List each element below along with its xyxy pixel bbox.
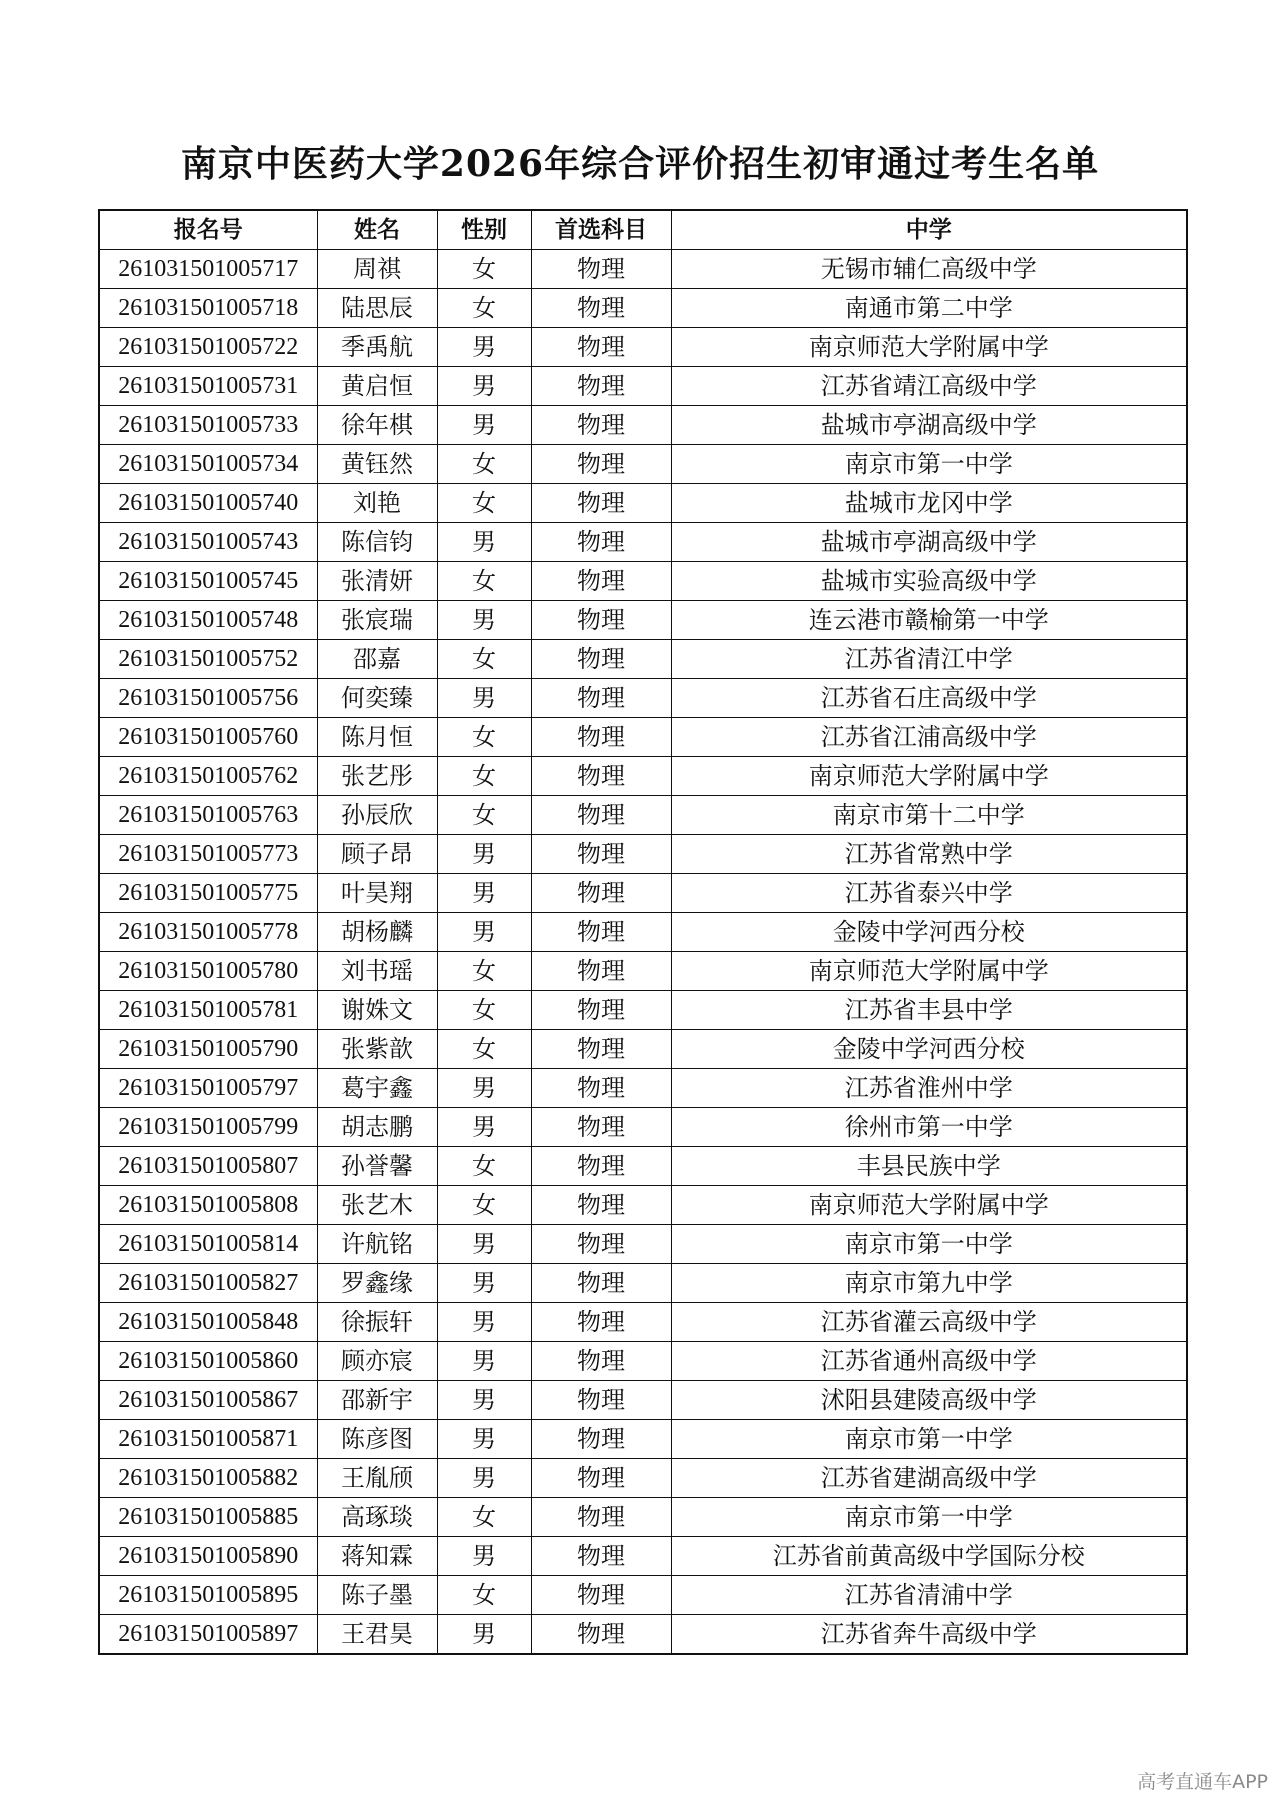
registration-number-cell: 261031501005756 [99,679,317,718]
table-row [99,523,1187,562]
high-school-cell: 连云港市赣榆第一中学 [671,601,1187,640]
gender-cell: 男 [437,1303,531,1342]
name-cell: 邵新宇 [317,1381,437,1420]
gender-cell: 男 [437,1459,531,1498]
table-row [99,1264,1187,1303]
table-row [99,913,1187,952]
name-cell: 何奕臻 [317,679,437,718]
header-first-subject: 首选科目 [531,210,671,250]
registration-number-cell: 261031501005808 [99,1186,317,1225]
registration-number-cell: 261031501005773 [99,835,317,874]
first-subject-cell: 物理 [531,1108,671,1147]
name-cell: 胡志鹏 [317,1108,437,1147]
first-subject-cell: 物理 [531,1186,671,1225]
gender-cell: 男 [437,913,531,952]
registration-number-cell: 261031501005871 [99,1420,317,1459]
high-school-cell: 江苏省丰县中学 [671,991,1187,1030]
name-cell: 刘书瑶 [317,952,437,991]
high-school-cell: 南京师范大学附属中学 [671,952,1187,991]
registration-number-cell: 261031501005790 [99,1030,317,1069]
name-cell: 黄启恒 [317,367,437,406]
registration-number-cell: 261031501005745 [99,562,317,601]
name-cell: 王君昊 [317,1615,437,1655]
first-subject-cell: 物理 [531,1615,671,1655]
gender-cell: 男 [437,1264,531,1303]
first-subject-cell: 物理 [531,991,671,1030]
first-subject-cell: 物理 [531,913,671,952]
first-subject-cell: 物理 [531,1459,671,1498]
gender-cell: 男 [437,406,531,445]
high-school-cell: 江苏省奔牛高级中学 [671,1615,1187,1655]
high-school-cell: 南京师范大学附属中学 [671,1186,1187,1225]
name-cell: 陆思辰 [317,289,437,328]
name-cell: 罗鑫缘 [317,1264,437,1303]
gender-cell: 女 [437,562,531,601]
name-cell: 叶昊翔 [317,874,437,913]
first-subject-cell: 物理 [531,1381,671,1420]
high-school-cell: 南京师范大学附属中学 [671,757,1187,796]
name-cell: 许航铭 [317,1225,437,1264]
high-school-cell: 金陵中学河西分校 [671,1030,1187,1069]
table-header-row [99,210,1187,250]
high-school-cell: 江苏省通州高级中学 [671,1342,1187,1381]
gender-cell: 男 [437,1381,531,1420]
table-row [99,679,1187,718]
table-row [99,874,1187,913]
high-school-cell: 无锡市辅仁高级中学 [671,250,1187,289]
name-cell: 陈信钧 [317,523,437,562]
name-cell: 张清妍 [317,562,437,601]
name-cell: 胡杨麟 [317,913,437,952]
first-subject-cell: 物理 [531,1264,671,1303]
registration-number-cell: 261031501005860 [99,1342,317,1381]
gender-cell: 女 [437,1186,531,1225]
gender-cell: 男 [437,367,531,406]
table-row [99,328,1187,367]
first-subject-cell: 物理 [531,289,671,328]
name-cell: 顾子昂 [317,835,437,874]
first-subject-cell: 物理 [531,1420,671,1459]
registration-number-cell: 261031501005718 [99,289,317,328]
table-row [99,562,1187,601]
high-school-cell: 江苏省前黄高级中学国际分校 [671,1537,1187,1576]
table-row [99,757,1187,796]
first-subject-cell: 物理 [531,1537,671,1576]
gender-cell: 男 [437,328,531,367]
name-cell: 徐年棋 [317,406,437,445]
gender-cell: 男 [437,1615,531,1655]
registration-number-cell: 261031501005895 [99,1576,317,1615]
gender-cell: 男 [437,1537,531,1576]
registration-number-cell: 261031501005814 [99,1225,317,1264]
registration-number-cell: 261031501005897 [99,1615,317,1655]
name-cell: 陈子墨 [317,1576,437,1615]
registration-number-cell: 261031501005848 [99,1303,317,1342]
registration-number-cell: 261031501005890 [99,1537,317,1576]
name-cell: 季禹航 [317,328,437,367]
gender-cell: 男 [437,1342,531,1381]
name-cell: 孙辰欣 [317,796,437,835]
table-row [99,1576,1187,1615]
first-subject-cell: 物理 [531,718,671,757]
table-row [99,1030,1187,1069]
watermark-text: 高考直通车APP [1137,1771,1268,1793]
high-school-cell: 江苏省泰兴中学 [671,874,1187,913]
high-school-cell: 南通市第二中学 [671,289,1187,328]
table-row [99,1615,1187,1655]
gender-cell: 男 [437,1225,531,1264]
high-school-cell: 南京市第一中学 [671,1420,1187,1459]
gender-cell: 女 [437,796,531,835]
registration-number-cell: 261031501005882 [99,1459,317,1498]
table-row [99,601,1187,640]
first-subject-cell: 物理 [531,367,671,406]
registration-number-cell: 261031501005717 [99,250,317,289]
gender-cell: 女 [437,640,531,679]
table-row [99,1459,1187,1498]
table-row [99,835,1187,874]
high-school-cell: 江苏省常熟中学 [671,835,1187,874]
first-subject-cell: 物理 [531,523,671,562]
high-school-cell: 江苏省建湖高级中学 [671,1459,1187,1498]
name-cell: 刘艳 [317,484,437,523]
registration-number-cell: 261031501005752 [99,640,317,679]
gender-cell: 男 [437,523,531,562]
first-subject-cell: 物理 [531,1225,671,1264]
name-cell: 葛宇鑫 [317,1069,437,1108]
gender-cell: 男 [437,874,531,913]
high-school-cell: 盐城市龙冈中学 [671,484,1187,523]
table-row [99,250,1187,289]
name-cell: 谢姝文 [317,991,437,1030]
table-row [99,1225,1187,1264]
first-subject-cell: 物理 [531,796,671,835]
name-cell: 张艺木 [317,1186,437,1225]
high-school-cell: 江苏省清浦中学 [671,1576,1187,1615]
first-subject-cell: 物理 [531,640,671,679]
name-cell: 蒋知霖 [317,1537,437,1576]
high-school-cell: 盐城市实验高级中学 [671,562,1187,601]
first-subject-cell: 物理 [531,601,671,640]
high-school-cell: 南京市第一中学 [671,1225,1187,1264]
table-row [99,445,1187,484]
table-row [99,640,1187,679]
table-row [99,796,1187,835]
page-title: 南京中医药大学2026年综合评价招生初审通过考生名单 [180,143,1100,185]
name-cell: 黄钰然 [317,445,437,484]
first-subject-cell: 物理 [531,484,671,523]
high-school-cell: 丰县民族中学 [671,1147,1187,1186]
high-school-cell: 江苏省清江中学 [671,640,1187,679]
high-school-cell: 盐城市亭湖高级中学 [671,523,1187,562]
registration-number-cell: 261031501005722 [99,328,317,367]
high-school-cell: 江苏省江浦高级中学 [671,718,1187,757]
first-subject-cell: 物理 [531,679,671,718]
registration-number-cell: 261031501005743 [99,523,317,562]
table-row [99,406,1187,445]
gender-cell: 女 [437,1147,531,1186]
registration-number-cell: 261031501005778 [99,913,317,952]
name-cell: 王胤颀 [317,1459,437,1498]
registration-number-cell: 261031501005763 [99,796,317,835]
high-school-cell: 江苏省石庄高级中学 [671,679,1187,718]
registration-number-cell: 261031501005797 [99,1069,317,1108]
name-cell: 孙誉馨 [317,1147,437,1186]
high-school-cell: 江苏省灌云高级中学 [671,1303,1187,1342]
gender-cell: 男 [437,679,531,718]
table-row [99,367,1187,406]
table-row [99,289,1187,328]
gender-cell: 男 [437,835,531,874]
gender-cell: 女 [437,718,531,757]
high-school-cell: 南京市第一中学 [671,1498,1187,1537]
name-cell: 徐振轩 [317,1303,437,1342]
table-row [99,1108,1187,1147]
first-subject-cell: 物理 [531,1342,671,1381]
high-school-cell: 南京师范大学附属中学 [671,328,1187,367]
header-gender: 性别 [437,210,531,250]
name-cell: 张宸瑞 [317,601,437,640]
first-subject-cell: 物理 [531,1303,671,1342]
gender-cell: 男 [437,601,531,640]
roster-table [98,209,1188,1655]
gender-cell: 女 [437,952,531,991]
registration-number-cell: 261031501005827 [99,1264,317,1303]
first-subject-cell: 物理 [531,406,671,445]
first-subject-cell: 物理 [531,250,671,289]
gender-cell: 女 [437,1576,531,1615]
first-subject-cell: 物理 [531,328,671,367]
high-school-cell: 南京市第九中学 [671,1264,1187,1303]
gender-cell: 男 [437,1420,531,1459]
first-subject-cell: 物理 [531,1147,671,1186]
registration-number-cell: 261031501005781 [99,991,317,1030]
table-row [99,1537,1187,1576]
gender-cell: 男 [437,1069,531,1108]
high-school-cell: 江苏省靖江高级中学 [671,367,1187,406]
first-subject-cell: 物理 [531,874,671,913]
first-subject-cell: 物理 [531,1576,671,1615]
gender-cell: 女 [437,1498,531,1537]
name-cell: 张紫歆 [317,1030,437,1069]
table-row [99,1147,1187,1186]
gender-cell: 女 [437,991,531,1030]
name-cell: 张艺彤 [317,757,437,796]
gender-cell: 女 [437,484,531,523]
high-school-cell: 金陵中学河西分校 [671,913,1187,952]
table-row [99,991,1187,1030]
high-school-cell: 沭阳县建陵高级中学 [671,1381,1187,1420]
table-row [99,952,1187,991]
table-body [99,250,1187,1655]
registration-number-cell: 261031501005775 [99,874,317,913]
first-subject-cell: 物理 [531,835,671,874]
header-name: 姓名 [317,210,437,250]
first-subject-cell: 物理 [531,562,671,601]
registration-number-cell: 261031501005762 [99,757,317,796]
table-row [99,1069,1187,1108]
high-school-cell: 南京市第十二中学 [671,796,1187,835]
registration-number-cell: 261031501005867 [99,1381,317,1420]
gender-cell: 男 [437,1108,531,1147]
name-cell: 陈月恒 [317,718,437,757]
table-row [99,1342,1187,1381]
first-subject-cell: 物理 [531,1069,671,1108]
header-registration-number: 报名号 [99,210,317,250]
table-row [99,718,1187,757]
gender-cell: 女 [437,289,531,328]
first-subject-cell: 物理 [531,757,671,796]
name-cell: 邵嘉 [317,640,437,679]
first-subject-cell: 物理 [531,1498,671,1537]
high-school-cell: 盐城市亭湖高级中学 [671,406,1187,445]
name-cell: 周祺 [317,250,437,289]
table-row [99,484,1187,523]
registration-number-cell: 261031501005731 [99,367,317,406]
table-row [99,1420,1187,1459]
registration-number-cell: 261031501005733 [99,406,317,445]
registration-number-cell: 261031501005807 [99,1147,317,1186]
registration-number-cell: 261031501005740 [99,484,317,523]
table-row [99,1498,1187,1537]
registration-number-cell: 261031501005885 [99,1498,317,1537]
first-subject-cell: 物理 [531,1030,671,1069]
table-row [99,1381,1187,1420]
gender-cell: 女 [437,1030,531,1069]
registration-number-cell: 261031501005734 [99,445,317,484]
table-row [99,1303,1187,1342]
high-school-cell: 徐州市第一中学 [671,1108,1187,1147]
name-cell: 顾亦宸 [317,1342,437,1381]
gender-cell: 女 [437,445,531,484]
registration-number-cell: 261031501005748 [99,601,317,640]
high-school-cell: 南京市第一中学 [671,445,1187,484]
table-row [99,1186,1187,1225]
registration-number-cell: 261031501005780 [99,952,317,991]
registration-number-cell: 261031501005760 [99,718,317,757]
registration-number-cell: 261031501005799 [99,1108,317,1147]
high-school-cell: 江苏省淮州中学 [671,1069,1187,1108]
name-cell: 高琢琰 [317,1498,437,1537]
header-high-school: 中学 [671,210,1187,250]
first-subject-cell: 物理 [531,445,671,484]
gender-cell: 女 [437,250,531,289]
name-cell: 陈彦图 [317,1420,437,1459]
gender-cell: 女 [437,757,531,796]
first-subject-cell: 物理 [531,952,671,991]
